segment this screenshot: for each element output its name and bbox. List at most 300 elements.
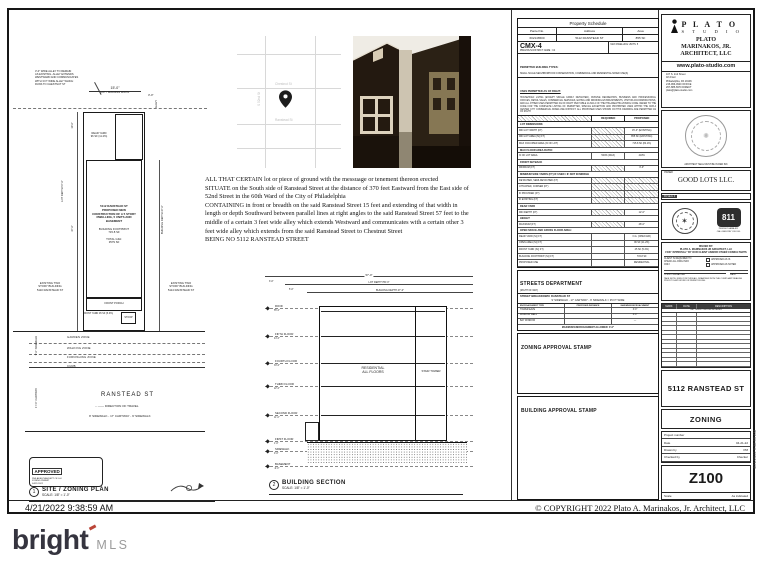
ground-hatch (307, 442, 467, 464)
plan-view-title (29, 487, 109, 497)
print-timestamp: 4/21/2022 9:38:59 AM (25, 503, 114, 513)
firm-box (661, 14, 751, 108)
enc-type: BAY WINDOW (520, 320, 536, 323)
row-proposed: N.A. (OPEN AIR) (624, 234, 658, 240)
sheet-number-box (661, 465, 751, 500)
legal-description-line: 52nd Street in the 60th Ward of the City of Philadelphia (205, 193, 346, 201)
row-required (591, 254, 625, 260)
uses-text: HOUSEHOLD LIVING (EXCEPT SINGLE FAMILY DETACHED), PASSIVE RECREATION, BUSINESS AND PROFESSIONAL OFFICES, RETAIL SALES, COMMERCIAL SERVICES, EATING AND DRINKING ESTABLISHMENTS, VISITOR ACCOMMODATIONS, AND ALL OTHER USES PERMITTED AS OF RIGHT PER TABLE 14-602-2 OF THE PHILADELPHIA ZONING CODE. REFER TO THE CODE FOR THE COMPLETE LISTING OF PERMITTED, SPECIAL EXCEPTION AND PROHIBITED USES WITHIN THE CMX-4 CENTER CITY COMMERCIAL MIXED-USE DISTRICT. ALL PROPOSED USES SHOWN ON THIS DRAWING ARE PERMITTED AS OF RIGHT. (520, 96, 656, 114)
encroachment-footer: MAXIMUM ENCROACHMENT ALLOWED: 3'-0" (561, 326, 615, 330)
map-label-ranstead: Ranstead St (275, 118, 293, 122)
level-marker-icon (265, 413, 270, 418)
level-marker-icon (265, 439, 270, 444)
proposed-building-outline (86, 160, 142, 298)
section-scale: SCALE: 1/8" = 1'-0" (282, 486, 310, 490)
row-label: IF PROVIDED (FT) (519, 191, 540, 195)
section-heading: REAR YARD (518, 204, 658, 210)
building-section-view (255, 270, 481, 510)
building-text-line: 5112 RANSTEAD ST (100, 204, 128, 208)
col-parcel: Parcel No. (529, 29, 544, 33)
row-label: % OF LOT AREA (519, 154, 538, 158)
footprint-note (87, 228, 141, 235)
map-street-line (237, 148, 341, 149)
row-required (591, 247, 625, 253)
level-name: SECOND FLOOR (275, 411, 298, 416)
firm-address-line: 4th Floor (666, 76, 676, 80)
legal-description-line: CONTAINING in front or breadth on the said Ranstead Street 15 feet and extending of that width in (205, 201, 458, 209)
project-info-row (662, 454, 750, 461)
section-dim-overall (265, 272, 473, 277)
enc-proposed (564, 308, 611, 313)
take-note-text: TAKE NOTE: KINDLY RETURN ALL DRAWINGS WITH THE COMPLIANT SEALING PRIOR TO ANY WORK OR PERMIT FILING. (664, 277, 743, 283)
row-proposed: 12'-0" (624, 210, 658, 216)
call-811-logo (717, 208, 741, 233)
neighbor-right-label (157, 282, 205, 292)
cartway-far-line (25, 431, 205, 432)
row-proposed: 715.8 SF (624, 254, 658, 260)
property-schedule-row (518, 35, 658, 42)
approved-stamp-line: 04/21/2022 (32, 483, 43, 486)
walking-zone-label: WALKING ZONE (67, 346, 91, 350)
issued-by-line: FOR "APPROVAL" BY OUR CLIENT AND/OR OTHER CONSULTANTS (665, 251, 747, 255)
rev-col-description: DESCRIPTION (696, 304, 750, 309)
front-stoop-section (305, 422, 319, 441)
section-dim-small-2: 5'-0" (289, 289, 294, 291)
firm-address-line: 107 S. 2nd Street (666, 73, 686, 77)
architect-seal-icon: ✺ (685, 115, 727, 157)
row-proposed (624, 178, 658, 184)
owner-name: GOOD LOTS LLC. (677, 175, 735, 184)
level-marker-icon (265, 384, 270, 389)
cartway-dimension: 17'-0" CARTWAY (35, 388, 38, 408)
zoning-approval-stamp-box (517, 333, 659, 394)
sidewalk-dimension: 9'-0" SIDEWALK (35, 336, 38, 356)
issued-by-line: PLATO A. MARINAKOS JR ARCHITECT, LLC (679, 247, 733, 251)
enc-max: — (611, 319, 658, 324)
firm-address (662, 72, 750, 93)
row-label: MAX OCCUPIED AREA (% OF LOT) (519, 141, 559, 145)
building-depth-left-dimension: 47'-0" (71, 225, 74, 232)
zoning-district-row (518, 42, 658, 54)
building-approval-stamp-box (517, 396, 659, 500)
proposed-building-text (87, 205, 141, 224)
district-note: PREVIOUS DISTRICT NAME : C4 (520, 50, 556, 52)
building-type-label: PERMITTED BUILDING TYPES: (520, 66, 559, 69)
property-street-line (13, 331, 205, 332)
streets-header (518, 271, 658, 294)
row-required (591, 135, 625, 141)
logo-plato: P L A T O (681, 19, 738, 29)
scale-label: Scale (664, 494, 672, 499)
neighbor-left-label (27, 282, 73, 292)
sheet-number: Z100 (688, 470, 724, 488)
level-elevation: 22'-0" (274, 387, 280, 390)
section-use-line2: ALL FLOORS (362, 370, 384, 375)
section-heading: HEIGHT (518, 216, 658, 222)
section-lot-dimensions (518, 122, 658, 147)
zoning-table-row (518, 178, 658, 185)
section-view-title (269, 480, 346, 490)
section-dim-building-depth-value: BUILDING DEPTH 47'-0" (375, 288, 405, 292)
enc-type: WINDOW WELL (520, 314, 537, 317)
info-value: PM (743, 448, 748, 452)
firm-name (662, 34, 750, 58)
zoning-table-row (518, 153, 658, 160)
zoning-table-row (518, 166, 658, 173)
map-label-chestnut: Chestnut St (275, 82, 292, 86)
breakdown-value: 9' SIDEWALK - 17' CARTWAY - 9' SIDEWALK = 35 FT WIDE (551, 299, 625, 303)
building-type-value: SMALL SCALE NEIGHBORHOOD CONSERVATION, COMMERCIAL AND RESIDENTIAL MIXED USE(S) (520, 73, 629, 75)
streets-department-box (517, 270, 659, 331)
floor-slab (321, 363, 445, 364)
zoning-table-row (518, 191, 658, 198)
zoning-data-column (517, 18, 659, 500)
curb-line (29, 367, 205, 368)
approved-stamp-line: ZONING PERMIT (32, 480, 50, 483)
row-proposed: 96 SF (11.2%) (624, 241, 658, 247)
copyright-notice: © COPYRIGHT 2022 Plato A. Marinakos, Jr. Architect, LLC (535, 503, 745, 513)
uses-label: USES PERMITTED AS OF RIGHT: (520, 89, 561, 93)
neighbor-line: EXISTING TWO (39, 281, 61, 285)
col-address: Address (556, 28, 622, 34)
call-811-icon: 811 (717, 208, 741, 227)
section-front-setback (518, 160, 658, 172)
zoning-table-row (518, 128, 658, 135)
row-required (591, 198, 625, 204)
client-check-note (664, 258, 704, 268)
check-label: APPROVED AS NOTED (711, 264, 737, 267)
seal-number-label: PA SEAL # (664, 195, 676, 198)
neighbor-line: 5114 RANSTEAD ST (167, 287, 195, 292)
district-code: CMX-4 (520, 43, 542, 50)
furnishing-zone-line (29, 362, 205, 363)
zoning-table-row (518, 234, 658, 241)
alley-note (35, 70, 99, 86)
revision-subheader: SET ISSUE / REVISION DATES (662, 309, 750, 313)
alley-note-line: RUNS TO CHESTNUT ST (35, 82, 66, 86)
client-check-line: CLIENT IS REQUIRED TO (664, 258, 692, 261)
property-schedule-title: Property Schedule (518, 19, 658, 28)
row-label: DETACHED, SEMI-DETACHED (FT) (519, 178, 559, 182)
section-heading: LOT DIMENSIONS: (518, 122, 658, 128)
building-type-row (518, 54, 658, 78)
alley-note-line: AS EXISTING. ALLEY EXTENDS (35, 73, 74, 77)
level-basement (265, 462, 473, 470)
section-heading: MINIMUM SIDE YARDS (FT) IF USED / IF NOT IN MIDDLE (518, 172, 658, 178)
stoop-label: STOOP (124, 316, 133, 319)
location-map (237, 36, 341, 168)
roof-slab (321, 311, 445, 312)
title-block (661, 14, 751, 500)
blank-hatch-cell (518, 116, 591, 121)
street-breakdown-label: 9' SIDEWALK - 17' CARTWAY - 9' SIDEWALK (89, 414, 151, 418)
row-proposed: 855 SF (EXISTING) (624, 135, 658, 141)
firm-address-line: 267-885-6970 DIRECT (666, 86, 692, 90)
column-divider (511, 10, 512, 500)
enc-max: 3'-0" (611, 314, 658, 319)
section-open-space (518, 228, 658, 267)
zoning-table-row (518, 260, 658, 267)
neighbor-line: EXISTING TWO (170, 281, 192, 285)
row-required: 500% (MAX) (591, 153, 625, 159)
building-text-line: BASEMENT (105, 219, 123, 224)
building-text-line: PROPOSED NEW (102, 207, 126, 212)
firm-address-line: Philadelphia, PA 19106 (666, 79, 692, 83)
streets-title: STREETS DEPARTMENT (520, 281, 583, 288)
location-pin-icon (279, 90, 292, 108)
bright-text: bright (12, 524, 89, 555)
row-proposed: 15'-0" (EXISTING) (624, 128, 658, 134)
property-schedule-table (517, 18, 659, 268)
architect-seal-box (661, 110, 751, 167)
district-right-note: MAX DWELLING UNITS: 5 (608, 42, 658, 53)
check-approved-as-is (706, 258, 748, 262)
section-dim-small-1: 3'-0" (269, 281, 274, 283)
agency-logos-box (661, 202, 751, 239)
property-schedule-header (518, 28, 658, 35)
rear-yard-depth-dimension: 10'-0" (71, 122, 74, 129)
row-label: IF EXISTING (FT) (519, 198, 539, 202)
row-label: MINIMUM (FT) (519, 166, 535, 170)
level-elevation: 1'-0" (274, 442, 279, 445)
row-label: REAR YARD (SQ FT) (519, 234, 543, 238)
call-811-caption (717, 227, 741, 233)
col-proposed: PROPOSED (624, 116, 658, 121)
seal-number-bar (661, 193, 751, 200)
logo-studio: S T U D I O (681, 28, 743, 34)
section-use-line1: RESIDENTIAL (361, 366, 385, 370)
city-seal-icon: ✶ (672, 208, 698, 234)
neighbor-line: STORY BUILDING (169, 284, 193, 289)
legal-description-line: ALL THAT CERTAIN lot or piece of ground with the messuage or tenement thereon erected (205, 176, 439, 183)
zoning-table-row (518, 141, 658, 148)
zoning-table-row (518, 241, 658, 248)
level-name: ROOF (275, 304, 284, 309)
zoning-table-row (518, 222, 658, 229)
row-required (591, 178, 625, 184)
lot-width-dimension (89, 86, 141, 95)
brightmls-watermark (12, 524, 130, 556)
level-name: FOURTH FLOOR (275, 359, 298, 364)
direction-label: DIRECTION OF TRAVEL (104, 404, 139, 408)
enc-col-max: MAXIMUM ENCROACHMENT (611, 304, 658, 307)
floor-slab (321, 336, 445, 337)
footprint-value: 715.8 SF (108, 230, 120, 235)
map-street-line (237, 54, 341, 55)
level-name: THIRD FLOOR (275, 382, 294, 387)
row-proposed: 0'-0" (624, 166, 658, 172)
row-proposed (624, 184, 658, 190)
plan-title-underline (29, 501, 215, 502)
level-name: SIDEWALK (275, 447, 290, 452)
revision-table (661, 303, 751, 368)
enc-col-proposed: PROPOSED DISTANCE (564, 304, 611, 307)
plot-stamp-vertical: 4/21/2022 9:38:59 AM (752, 430, 757, 470)
info-value: Checker (736, 455, 748, 460)
enc-col-type: ENCROACHMENT TYPE (520, 304, 544, 307)
row-required (591, 260, 625, 266)
legal-description-line: length or depth Southward between parallel lines at right angles to the said Ranstead Street 57 feet to the (205, 210, 469, 218)
level-marker-icon (265, 306, 270, 311)
lot-width-value: 15'-0" (110, 86, 120, 90)
level-elevation: 33'-0" (274, 364, 280, 367)
row-proposed: 715.8 SF (84.1%) (624, 141, 658, 147)
gfa-label: TOTAL GFA: (106, 236, 122, 241)
issued-by-lines (664, 245, 748, 255)
map-street-line (237, 124, 341, 125)
rear-yard-title: REAR YARD (91, 132, 107, 135)
existing-conditions-photo (353, 36, 471, 168)
checkbox-icon (706, 263, 710, 267)
gfa-value: 3579 SF (108, 239, 120, 244)
garden-zone-line (29, 343, 205, 344)
row-label: MIN DEPTH (FT) (519, 210, 538, 214)
zoning-approval-label: ZONING APPROVAL STAMP (521, 345, 592, 352)
section-dim-building-depth (307, 288, 473, 293)
bottom-strip-divider (9, 500, 753, 501)
row-label: MIN LOT AREA (SQ FT) (519, 135, 545, 139)
front-porch-outline (86, 298, 142, 311)
client-signature-line: CLIENT SIGNATURE (664, 273, 726, 277)
row-proposed: 45 SF (5.3%) (624, 247, 658, 253)
check-label: APPROVED AS IS (711, 259, 731, 262)
enc-max: 3'-0" (611, 308, 658, 313)
row-label: MAXIMUM (FT) (519, 222, 536, 226)
building-text-line: DWELLING, 5 UNITS AND (96, 215, 132, 220)
level-elevation: 11'-0" (274, 416, 280, 419)
floor-slab (321, 386, 445, 387)
owner-box (661, 170, 751, 192)
level-marker-icon (265, 334, 270, 339)
owner-label: OWNER (664, 171, 673, 174)
enc-type: TOWER EAVE (520, 308, 536, 311)
rear-alley-line (13, 108, 207, 109)
row-proposed (624, 198, 658, 204)
row-required (591, 184, 625, 190)
scale-value: As indicated (731, 494, 748, 499)
row-required (591, 191, 625, 197)
row-required (591, 128, 625, 134)
row-required (591, 234, 625, 240)
mls-text: MLS (96, 538, 130, 552)
zoning-table-row (518, 247, 658, 254)
alley-label: ALLEY (155, 100, 158, 109)
section-dim-lot-depth (285, 280, 473, 285)
legal-description-line: middle of a certain 3 feet wide alley which extends Westward and communicates with a certain other 3 (205, 218, 464, 226)
firm-address-line: plato@plato-studio.com (666, 89, 693, 93)
plan-title: SITE / ZONING PLAN (42, 487, 109, 493)
project-info-row (662, 439, 750, 446)
alley-dimension: 3'-0" (148, 93, 154, 97)
breakdown-label: STREET BREAKDOWN: RANSTEAD ST (520, 295, 571, 299)
view-number-1: 1 (29, 487, 39, 497)
approved-stamp-line: PHILADELPHIA DEPT OF L&I (32, 477, 62, 480)
issued-by-line: ISSUED BY: (698, 244, 714, 248)
rear-yard-label (85, 132, 113, 138)
section-dim-overall-value: 57'-0" (365, 272, 373, 277)
rear-yard-area: 96 SF (11.2%) (90, 135, 108, 139)
row-proposed: 48'-0" (624, 222, 658, 228)
row-required (591, 210, 625, 216)
row-label: ATTACHED, CORNER (FT) (519, 185, 549, 189)
plato-studio-logo (662, 15, 750, 34)
curb-label: CURB (67, 364, 76, 368)
stoop-outline (121, 312, 136, 324)
zoning-table-row (518, 210, 658, 217)
direction-of-travel: ←—— DIRECTION OF TRAVEL (95, 404, 139, 408)
parcel-no: 602146500 (529, 36, 545, 40)
section-side-yards (518, 172, 658, 204)
neighbor-line: STORY BUILDING (38, 284, 62, 289)
parcel-address: 5112 RANSTEAD ST (556, 35, 622, 41)
footprint-label: BUILDING FOOTPRINT (98, 226, 130, 231)
section-rear-yard (518, 204, 658, 216)
checkbox-icon (706, 258, 710, 262)
zoning-table-row (518, 184, 658, 191)
row-label: FRONT YARD (SQ FT) (519, 248, 544, 252)
section-far (518, 148, 658, 160)
building-text-line: CONSTRUCTION OF A 5 STORY (92, 211, 136, 216)
revision-empty-row (662, 362, 750, 367)
building-depth-dimension: BUILDING DEPTH 47'-0" (161, 205, 164, 235)
section-height (518, 216, 658, 228)
section-heading: OPEN SPACE AND GROSS FLOOR AREA: (518, 228, 658, 234)
client-check-line: ONLY (664, 264, 671, 267)
level-marker-icon (265, 464, 270, 469)
info-label: Drawn by (664, 448, 677, 452)
plan-scale: SCALE: 1/8" = 1'-0" (42, 493, 70, 497)
alley-note-line: WITH 3 FT WIDE ALLEY WHICH (35, 79, 74, 83)
col-area: Area (622, 28, 658, 34)
level-name: FIFTH FLOOR (275, 332, 294, 337)
firm-name-line: MARINAKOS, JR. (681, 43, 731, 50)
section-heading: MAX FLOOR AREA RATIO: (518, 148, 658, 154)
approved-stamp-title: APPROVED (32, 468, 62, 475)
row-required (591, 141, 625, 147)
level-marker-icon (265, 449, 270, 454)
project-info-row (662, 432, 750, 439)
section-title: BUILDING SECTION (282, 480, 346, 486)
li-approved-stamp (29, 457, 103, 487)
plato-figure-icon (670, 19, 679, 34)
garden-zone-label: GARDEN ZONE (67, 335, 90, 339)
furnishing-zone-label: FURNISHING ZONE (67, 355, 96, 359)
section-title-underline (269, 494, 463, 495)
date-line: DATE (730, 273, 748, 277)
legal-description-line: feet wide alley which extends from the said Ranstead Street to Chestnut Street (205, 227, 403, 235)
rev-col-date: DATE (676, 304, 696, 309)
level-elevation: -9'-0" (274, 467, 280, 470)
project-info-box (661, 431, 751, 463)
row-required (591, 222, 625, 228)
lot-depth-dim-line (77, 112, 78, 331)
drawing-sheet (7, 8, 755, 514)
col-required: REQUIRED (591, 116, 625, 121)
check-approved-as-noted (706, 263, 748, 267)
street-breakdown (518, 294, 658, 304)
section-heading: FRONT SETBACK (518, 160, 658, 166)
legal-description-line: BEING NO 5112 RANSTEAD STREET (205, 236, 309, 244)
seal-caption: ARCHITECT SEAL MUST BE IN RED INK (684, 163, 728, 166)
row-proposed: RESIDENTIAL (624, 260, 658, 266)
info-label: Project number (664, 433, 685, 438)
row-required (591, 241, 625, 247)
level-name: BASEMENT (275, 462, 291, 467)
building-approval-label: BUILDING APPROVAL STAMP (521, 408, 597, 414)
legal-description (205, 176, 537, 245)
legal-description-line: SITUATE on the South side of Ranstead Street at the distance of 370 feet Eastward from the East side of (205, 184, 469, 192)
row-proposed (624, 191, 658, 197)
